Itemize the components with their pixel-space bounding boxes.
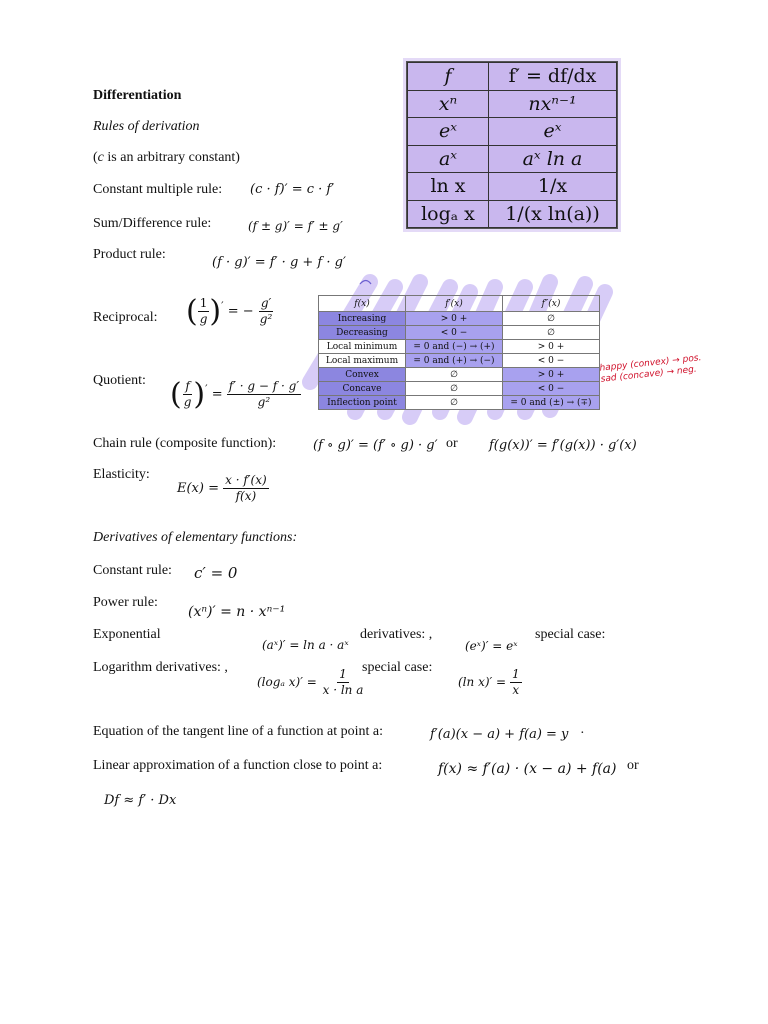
derivative-table-header — [408, 63, 617, 91]
linear-formula-2: Df ≈ f′ · Dx — [104, 793, 177, 808]
reciprocal-label: Reciprocal: — [93, 310, 158, 325]
derivative-header-fprime: f′ = df/dx — [489, 63, 617, 91]
derivative-header-f: f — [408, 63, 489, 91]
derivative-function: xⁿ — [408, 90, 489, 118]
derivative-function: eˣ — [408, 118, 489, 146]
sign-row-label: Inflection point — [319, 396, 406, 410]
sign-chart — [318, 295, 600, 408]
sign-row-label: Increasing — [319, 312, 406, 326]
logarithm-special-label: special case: — [362, 660, 433, 675]
quotient-formula: ( $\frac{f}{g}$ )′ = $\frac{f' \cdot g - f \cdot g'}{\text{g²}}$ — [170, 377, 300, 412]
reciprocal-g: g — [199, 312, 208, 326]
page-title: Differentiation — [93, 88, 182, 103]
quotient-prime: ′ — [205, 382, 208, 396]
logarithm-den: x · ln a — [322, 683, 364, 697]
sign-row-first: < 0 − — [406, 326, 503, 340]
chain-formula-1: (f ∘ g)′ = (f′ ∘ g) · g′ — [313, 438, 438, 453]
sign-header-fprime: f′(x) — [406, 296, 503, 312]
constant-note — [93, 150, 240, 166]
reciprocal-prime: ′ — [221, 299, 224, 313]
sign-row-second: < 0 − — [503, 354, 600, 368]
rules-title: Rules of derivation — [93, 119, 200, 134]
elasticity-label: Elasticity: — [93, 467, 150, 482]
linear-or: or — [627, 758, 639, 773]
sign-row-first: = 0 and (−) → (+) — [406, 340, 503, 354]
reciprocal-num: g′ — [260, 296, 272, 310]
power-rule-formula: (xⁿ)′ = n · xⁿ⁻¹ — [188, 604, 286, 620]
constant-rule-label: Constant rule: — [93, 563, 172, 578]
sign-row-first: ∅ — [406, 382, 503, 396]
derivative-value: nxⁿ⁻¹ — [489, 90, 617, 118]
derivative-value: 1/x — [489, 173, 617, 201]
exponential-formula: (aˣ)′ = ln a · aˣ — [262, 638, 349, 652]
elasticity-formula — [177, 473, 269, 504]
derivative-table — [406, 61, 618, 229]
elasticity-lhs: E(x) = — [177, 481, 219, 496]
quotient-label: Quotient: — [93, 373, 146, 388]
constant-note-c: c — [97, 150, 104, 165]
linear-formula: f(x) ≈ f′(a) · (x − a) + f(a) — [438, 761, 617, 777]
sign-row-second: > 0 + — [503, 368, 600, 382]
derivative-function: ln x — [408, 173, 489, 201]
table-row — [408, 118, 617, 146]
product-formula: (f · g)′ = f′ · g + f · g′ — [212, 255, 346, 270]
linear-label: Linear approximation of a function close to point a: — [93, 758, 383, 773]
elasticity-den: f(x) — [235, 489, 257, 503]
reciprocal-eq: = − — [227, 304, 254, 319]
sum-difference-label: Sum/Difference rule: — [93, 216, 212, 231]
sign-row-label: Convex — [319, 368, 406, 382]
sign-row-second: ∅ — [503, 326, 600, 340]
elasticity-num: x · f′(x) — [225, 473, 267, 487]
chain-or: or — [446, 436, 458, 451]
derivative-value: eˣ — [489, 118, 617, 146]
sign-row-second: < 0 − — [503, 382, 600, 396]
exponential-special-label: special case: — [535, 627, 606, 642]
ln-formula — [458, 667, 522, 698]
exponential-mid-text: derivatives: , — [360, 627, 433, 642]
sign-row-label: Local minimum — [319, 340, 406, 354]
sign-row-first: = 0 and (+) → (−) — [406, 354, 503, 368]
quotient-den: g² — [257, 395, 271, 409]
ln-den: x — [512, 683, 520, 697]
tangent-formula: f′(a)(x − a) + f(a) = y — [430, 727, 569, 742]
sign-table-header — [319, 296, 600, 312]
table-row — [319, 312, 600, 326]
table-row — [319, 396, 600, 410]
table-row — [319, 382, 600, 396]
table-row — [408, 90, 617, 118]
constant-multiple-formula: (c · f)′ = c · f′ — [250, 182, 335, 197]
chain-formula-2: f(g(x))′ = f′(g(x)) · g′(x) — [489, 438, 637, 453]
tangent-label: Equation of the tangent line of a function at point a: — [93, 724, 384, 739]
table-row — [319, 354, 600, 368]
elementary-title: Derivatives of elementary functions: — [93, 530, 298, 545]
sign-row-label: Concave — [319, 382, 406, 396]
logarithm-formula — [257, 667, 365, 698]
sign-row-second: = 0 and (±) → (∓) — [503, 396, 600, 410]
ln-num: 1 — [511, 667, 520, 681]
product-label: Product rule: — [93, 247, 166, 262]
table-row — [319, 340, 600, 354]
constant-note-open: ( — [93, 150, 98, 165]
derivative-value: aˣ ln a — [489, 145, 617, 173]
sign-row-first: ∅ — [406, 396, 503, 410]
reciprocal-den: g² — [259, 312, 273, 326]
handwritten-note: happy (convex) → pos. sad (concave) → neg. — [599, 353, 702, 385]
table-row — [408, 200, 617, 228]
tangent-dot: · — [580, 726, 585, 741]
constant-multiple-label: Constant multiple rule: — [93, 182, 223, 197]
table-row — [319, 368, 600, 382]
logarithm-lhs: (logₐ x)′ = — [257, 675, 317, 689]
reciprocal-formula: ( $\frac{1}{g}$ )′ = − $\frac{g'}{\text{g²}}$ — [186, 294, 273, 329]
logarithm-num: 1 — [339, 667, 347, 681]
table-row — [319, 326, 600, 340]
derivative-function: logₐ x — [408, 200, 489, 228]
constant-rule-formula: c′ = 0 — [194, 564, 238, 582]
quotient-g: g — [183, 395, 192, 409]
exponential-special-formula: (eˣ)′ = eˣ — [465, 639, 518, 653]
sign-row-first: > 0 + — [406, 312, 503, 326]
table-row — [408, 145, 617, 173]
quotient-num: f′ · g − f · g′ — [228, 379, 300, 393]
quotient-eq: = — [211, 387, 223, 402]
ln-lhs: (ln x)′ = — [458, 675, 507, 689]
quotient-f: f — [185, 379, 190, 393]
constant-note-text: is an arbitrary constant) — [103, 150, 240, 165]
reciprocal-one: 1 — [199, 296, 208, 310]
table-row — [408, 173, 617, 201]
chain-label: Chain rule (composite function): — [93, 436, 277, 451]
sign-row-label: Local maximum — [319, 354, 406, 368]
derivative-function: aˣ — [408, 145, 489, 173]
derivative-value: 1/(x ln(a)) — [489, 200, 617, 228]
logarithm-label: Logarithm derivatives: , — [93, 660, 228, 675]
sign-row-label: Decreasing — [319, 326, 406, 340]
power-rule-label: Power rule: — [93, 595, 158, 610]
sign-row-second: > 0 + — [503, 340, 600, 354]
sum-difference-formula: (f ± g)′ = f′ ± g′ — [248, 219, 343, 233]
sign-row-first: ∅ — [406, 368, 503, 382]
sign-row-second: ∅ — [503, 312, 600, 326]
exponential-label: Exponential — [93, 627, 161, 642]
sign-header-fdoubleprime: f″(x) — [503, 296, 600, 312]
sign-header-f: f(x) — [319, 296, 406, 312]
